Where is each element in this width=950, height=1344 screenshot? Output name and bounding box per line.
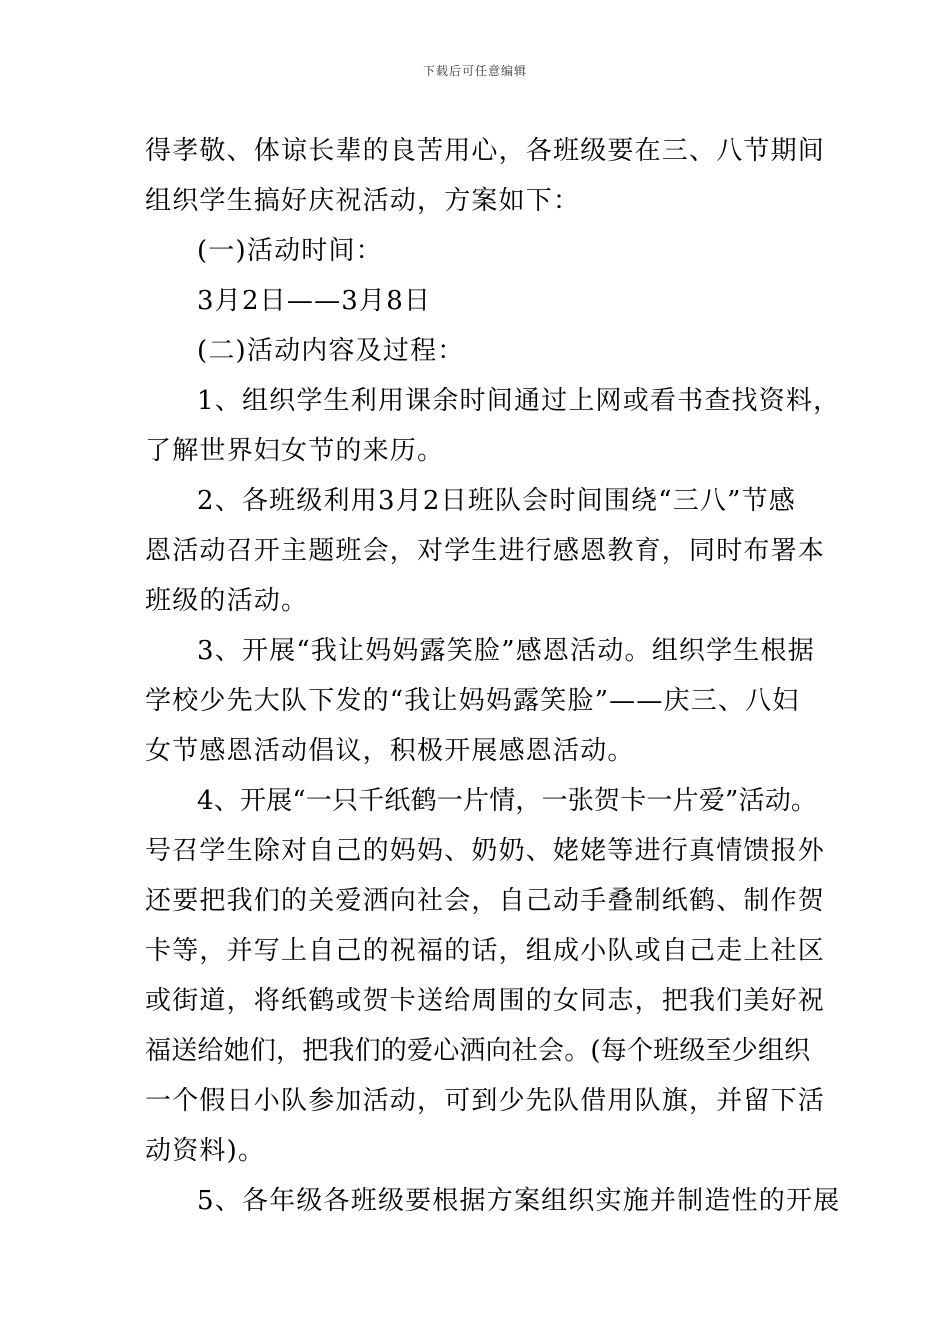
text-line: 号召学生除对自己的妈妈、奶奶、姥姥等进行真情馈报外	[145, 836, 826, 866]
text-line: 3、开展“我让妈妈露笑脸”感恩活动。组织学生根据	[197, 636, 815, 666]
text-line: 班级的活动。	[145, 586, 309, 616]
text-line: 或街道，将纸鹤或贺卡送给周围的女同志，把我们美好祝	[145, 986, 826, 1016]
text-line: 2、各班级利用3月2日班队会时间围绕“三八”节感	[197, 486, 797, 516]
section-heading-content: (二)活动内容及过程：	[197, 336, 465, 366]
text-line: 1、组织学生利用课余时间通过上网或看书查找资料，	[197, 386, 841, 416]
section-heading-time: (一)活动时间：	[197, 236, 383, 266]
text-line: 卡等，并写上自己的祝福的话，组成小队或自己走上社区	[145, 936, 826, 966]
text-line: 女节感恩活动倡议，积极开展感恩活动。	[145, 736, 635, 766]
text-line: 5、各年级各班级要根据方案组织实施并制造性的开展	[197, 1186, 841, 1216]
text-line: 还要把我们的关爱洒向社会，自己动手叠制纸鹤、制作贺	[145, 886, 826, 916]
text-line: 一个假日小队参加活动，可到少先队借用队旗，并留下活	[145, 1086, 826, 1116]
text-line: 得孝敬、体谅长辈的良苦用心，各班级要在三、八节期间	[145, 136, 826, 166]
activity-date-range: 3月2日——3月8日	[197, 286, 432, 316]
text-line: 福送给她们，把我们的爱心洒向社会。(每个班级至少组织	[145, 1036, 811, 1066]
page-header: 下载后可任意编辑	[422, 64, 527, 78]
document-body	[145, 126, 841, 1226]
text-line: 学校少先大队下发的“我让妈妈露笑脸”——庆三、八妇	[145, 686, 800, 716]
text-line: 4、开展“一只千纸鹤一片情，一张贺卡一片爱”活动。	[197, 786, 818, 816]
text-line: 组织学生搞好庆祝活动，方案如下：	[145, 186, 581, 216]
text-line: 了解世界妇女节的来历。	[145, 436, 445, 466]
text-line: 动资料)。	[145, 1136, 266, 1166]
text-line: 恩活动召开主题班会，对学生进行感恩教育，同时布署本	[145, 536, 826, 566]
